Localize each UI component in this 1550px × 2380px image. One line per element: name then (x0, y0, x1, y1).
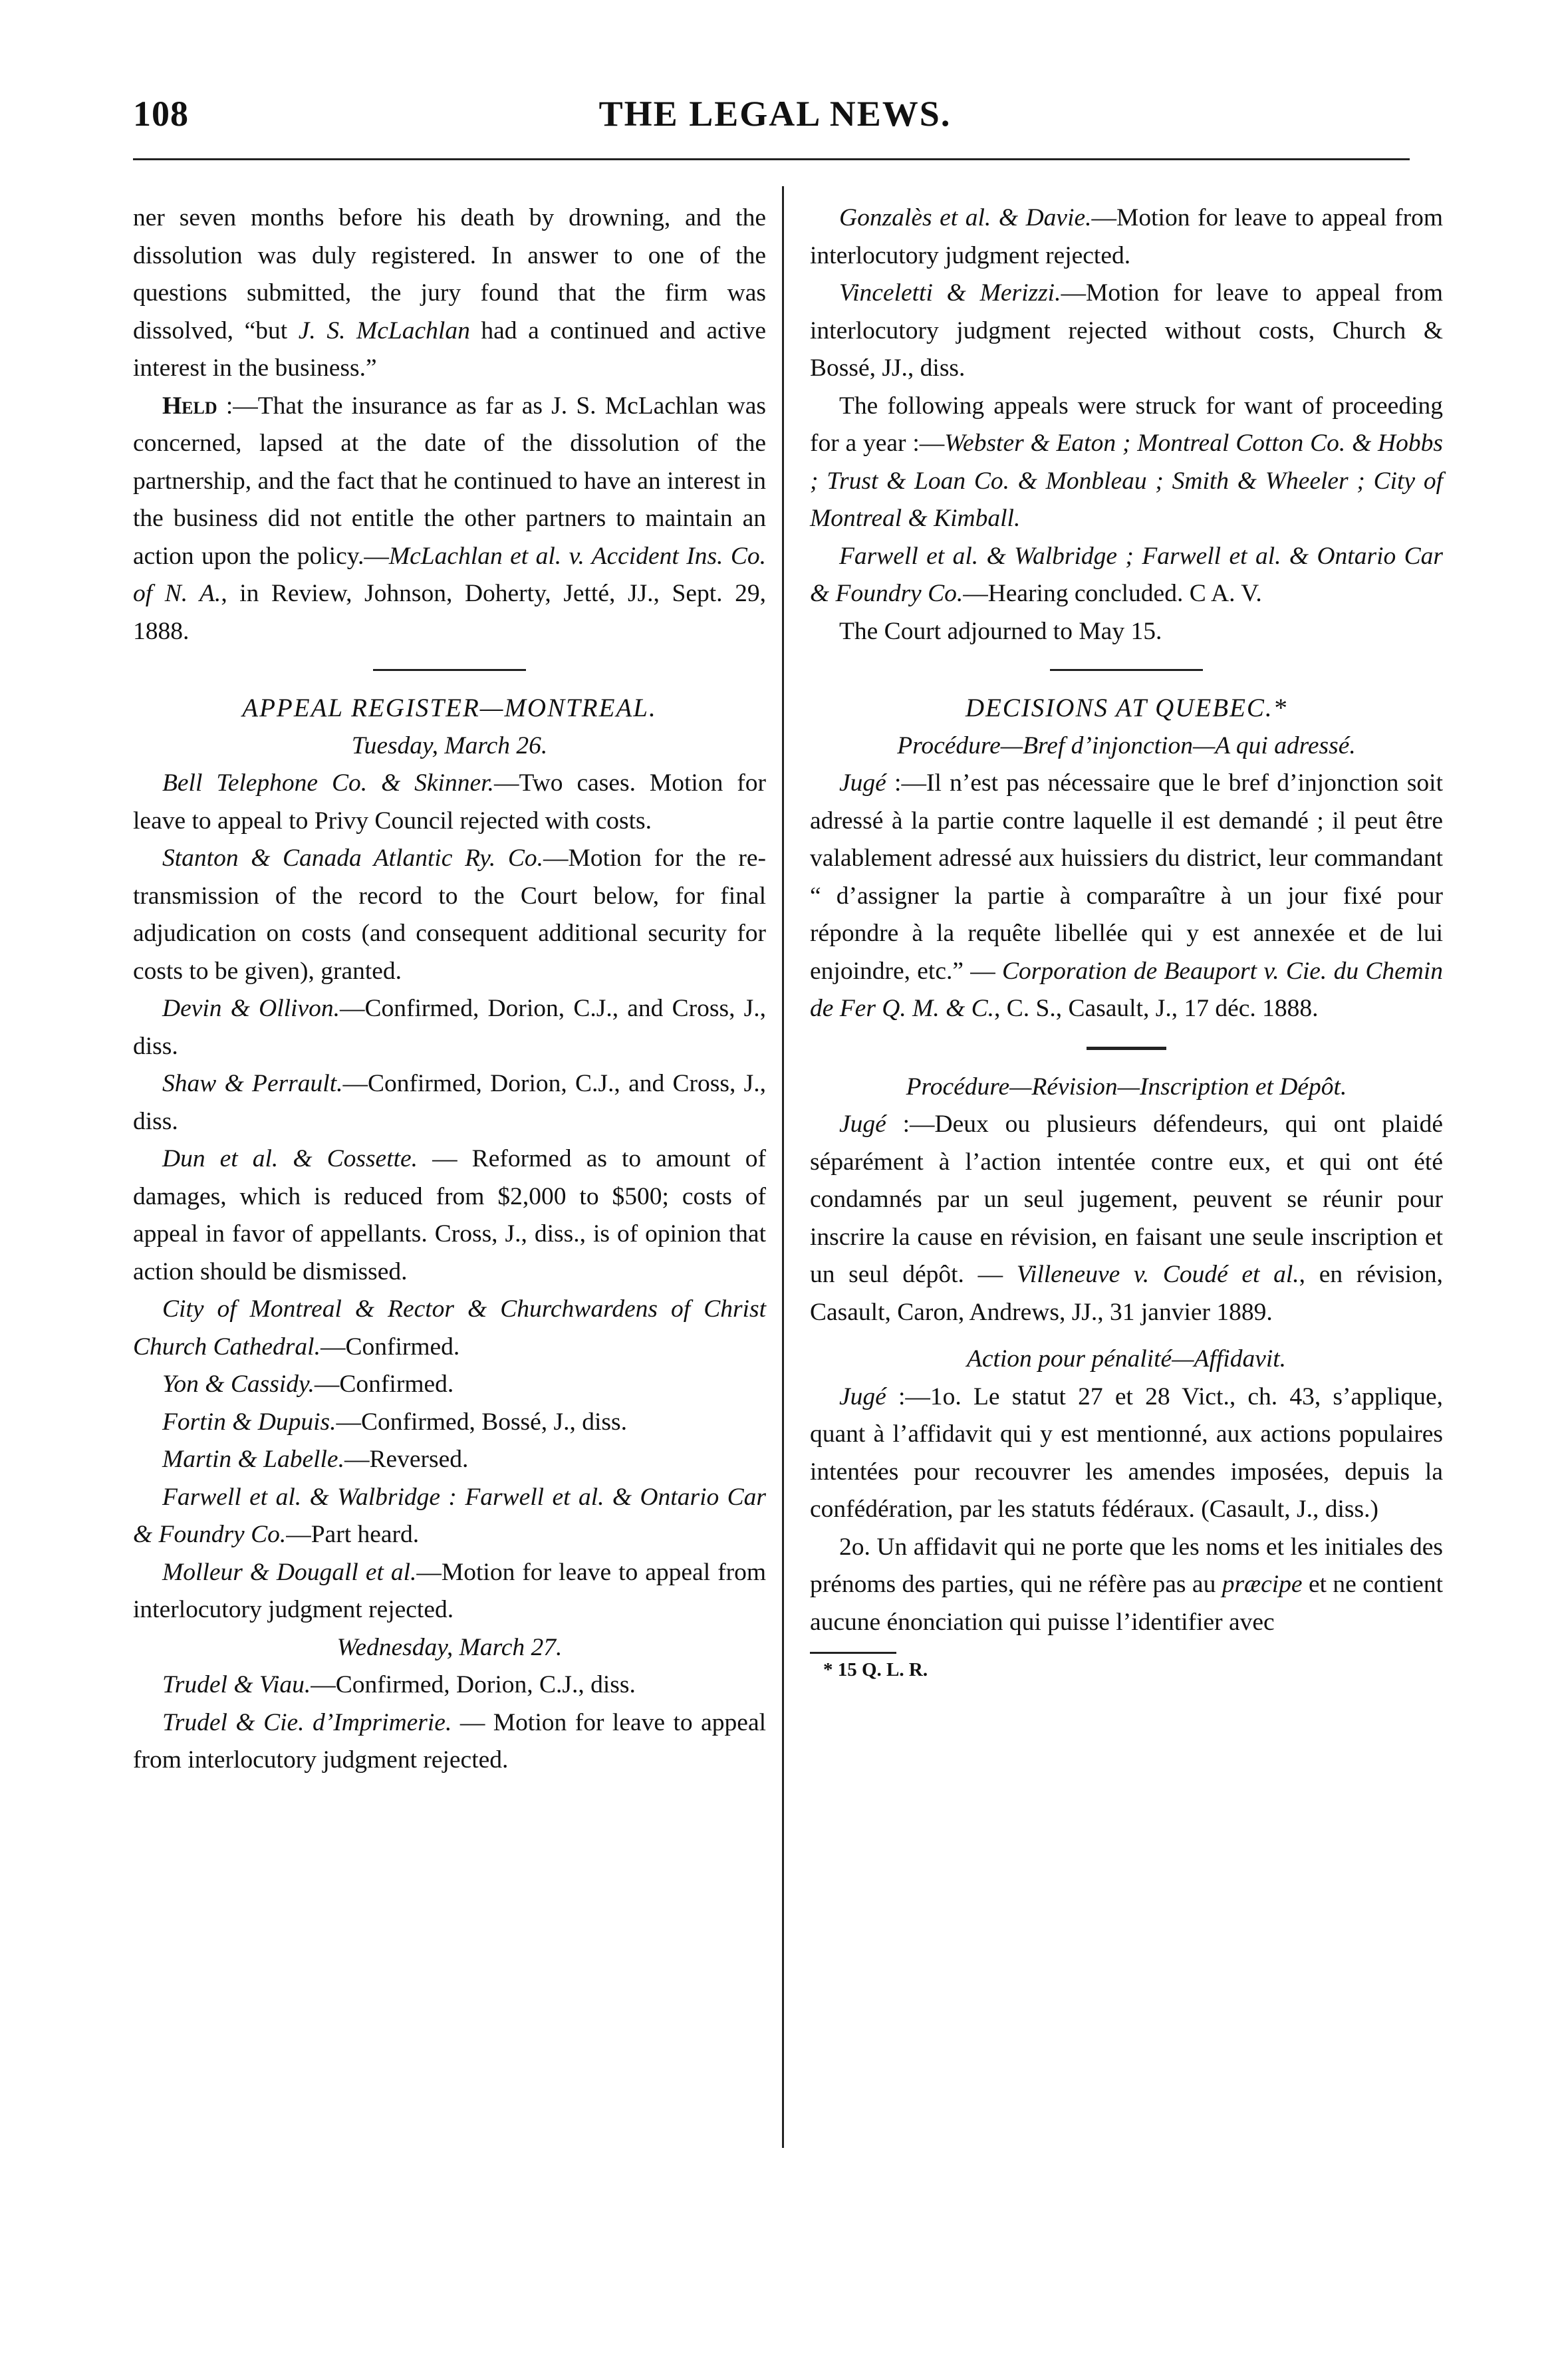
register-entry: Gonzalès et al. & Davie.—Motion for leave to appeal from interlocutory judgment rejected. (810, 204, 1443, 269)
section-heading-appeal-register: APPEAL REGISTER—MONTREAL. (242, 694, 657, 722)
section-divider (1050, 669, 1203, 671)
column-divider (782, 186, 784, 2148)
register-entry: Shaw & Perrault.—Confirmed, Dorion, C.J., and Cross, J., diss. (133, 1070, 766, 1135)
date-heading: Wednesday, March 27. (336, 1633, 563, 1661)
right-column (810, 199, 1443, 1683)
register-entry: The following appeals were struck for want of proceeding for a year :—Webster & Eaton ; Montreal Cotton Co. & Hobbs ; Trust & Loan Co. & Monbleau ; Smith & Wheeler ; City of Montreal & Kimball. (810, 392, 1443, 532)
decision-paragraph: Jugé :—1o. Le statut 27 et 28 Vict., ch. 43, s’applique, quant à l’affidavit qui y est mentionné, aux actions populaires intentées pour recouvrer les amendes imposées, depuis la confédération, par les statuts fédéraux. (Casault, J., diss.) (810, 1383, 1443, 1523)
register-entry: Molleur & Dougall et al.—Motion for leave to appeal from interlocutory judgment rejected. (133, 1558, 766, 1623)
footnote: * 15 Q. L. R. (823, 1659, 928, 1680)
register-entry: Trudel & Viau.—Confirmed, Dorion, C.J., diss. (162, 1671, 636, 1698)
held-label: Held (162, 392, 217, 420)
register-entry: City of Montreal & Rector & Churchwardens of Christ Church Cathedral.—Confirmed. (133, 1295, 766, 1361)
register-entry: Devin & Ollivon.—Confirmed, Dorion, C.J., and Cross, J., diss. (133, 995, 766, 1060)
footnote-rule (810, 1652, 896, 1654)
register-entry: Martin & Labelle.—Reversed. (162, 1446, 469, 1473)
register-entry: Yon & Cassidy.—Confirmed. (162, 1371, 454, 1398)
page-number: 108 (133, 94, 189, 134)
header-rule (133, 158, 1410, 160)
decision-paragraph: Jugé :—Deux ou plusieurs défendeurs, qui ont plaidé séparément à l’action intentée contre eux, et qui ont été condamnés par un seul jugement, peuvent se réunir pour inscrire la cause en révision, en faisant une seule inscription et un seul dépôt. — Villeneuve v. Coudé et al., en révision, Casault, Caron, Andrews, JJ., 31 janvier 1889. (810, 1111, 1443, 1326)
left-column (133, 199, 766, 1780)
decision-heading: Action pour pénalité—Affidavit. (966, 1345, 1287, 1373)
register-entry: Dun et al. & Cossette. — Reformed as to amount of damages, which is reduced from $2,000 to $500; costs of appeal in favor of appellants. Cross, J., diss., is of opinion that action should be dismissed. (133, 1145, 766, 1285)
register-entry: Farwell et al. & Walbridge ; Farwell et al. & Ontario Car & Foundry Co.—Hearing concluded. C A. V. (810, 542, 1443, 607)
register-entry: Trudel & Cie. d’Imprimerie. — Motion for leave to appeal from interlocutory judgment rejected. (133, 1708, 767, 1774)
page-header (0, 0, 1550, 146)
register-entry: Stanton & Canada Atlantic Ry. Co.—Motion for the re-transmission of the record to the Court below, for final adjudication on costs (and consequent additional security for costs to be given), granted. (133, 845, 767, 985)
register-entry: The Court adjourned to May 15. (839, 617, 1162, 645)
decision-divider (1087, 1047, 1166, 1050)
register-entry: Farwell et al. & Walbridge : Farwell et al. & Ontario Car & Foundry Co.—Part heard. (133, 1483, 766, 1548)
date-heading: Tuesday, March 26. (351, 731, 548, 759)
paragraph-continuation: ner seven months before his death by drowning, and the dissolution was duly registered. In answer to one of the questions submitted, the jury found that the firm was dissolved, “but J. S. McLachlan had a continued and active interest in the business.” (133, 204, 766, 382)
case-name: McLachlan et al. v. Accident Ins. Co. of N. A. (133, 542, 766, 607)
register-entry: Bell Telephone Co. & Skinner.—Two cases. Motion for leave to appeal to Privy Council rejected with costs. (133, 769, 766, 835)
decision-heading: Procédure—Révision—Inscription et Dépôt. (906, 1073, 1347, 1101)
decision-paragraph: Jugé :—Il n’est pas nécessaire que le bref d’injonction soit adressé à la partie contre laquelle il est demandé ; il peut être valablement adressé aux huissiers du district, leur commandant “ d’assigner la partie à comparaître à un jour fixé pour répondre à la requête libellée qui y est annexée et de lui enjoindre, etc.” — Corporation de Beauport v. Cie. du Chemin de Fer Q. M. & C., C. S., Casault, J., 17 déc. 1888. (810, 769, 1443, 1022)
section-heading-quebec: DECISIONS AT QUEBEC.* (965, 694, 1288, 722)
running-title: THE LEGAL NEWS. (598, 94, 952, 134)
register-entry: Vinceletti & Merizzi.—Motion for leave to appeal from interlocutory judgment rejected without costs, Church & Bossé, JJ., diss. (810, 279, 1443, 382)
decision-paragraph: 2o. Un affidavit qui ne porte que les noms et les initiales des prénoms des parties, qui ne réfère pas au præcipe et ne contient aucune énonciation qui puisse l’identifier avec (810, 1533, 1443, 1636)
decision-heading: Procédure—Bref d’injonction—A qui adressé. (897, 731, 1356, 759)
section-divider (373, 669, 526, 671)
register-entry: Fortin & Dupuis.—Confirmed, Bossé, J., diss. (162, 1408, 627, 1436)
held-paragraph: Held :—That the insurance as far as J. S. McLachlan was concerned, lapsed at the date of the dissolution of the partnership, and the fact that he continued to have an interest in the business did not entitle the other partners to maintain an action upon the policy.—McLachlan et al. v. Accident Ins. Co. of N. A., in Review, Johnson, Doherty, Jetté, JJ., Sept. 29, 1888. (133, 392, 766, 645)
